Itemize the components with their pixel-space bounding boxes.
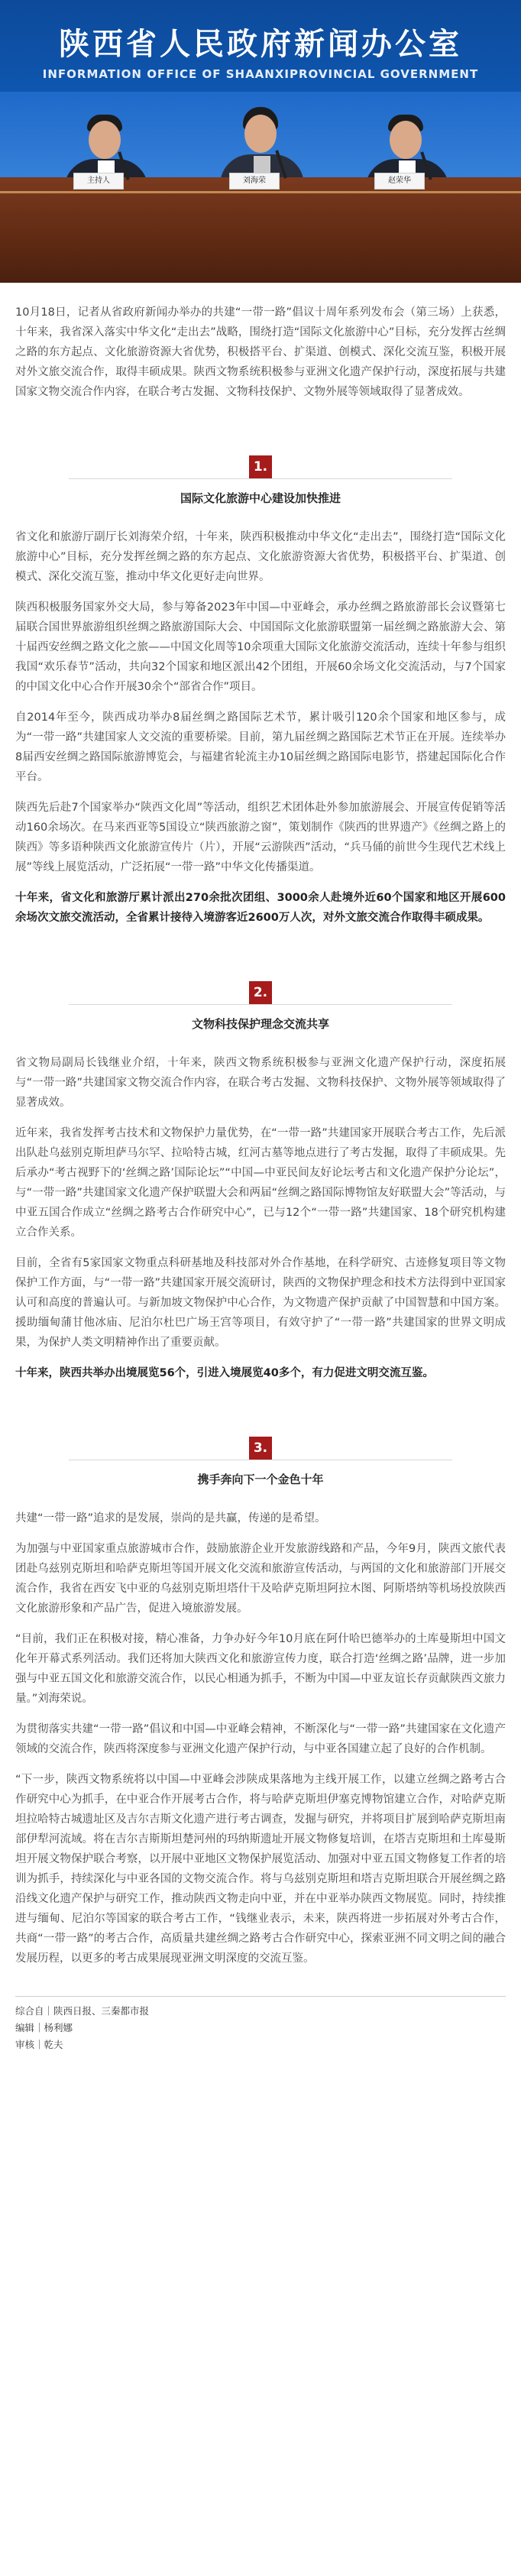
section-3-paragraph: 为贯彻落实共建“一带一路”倡议和中国—中亚峰会精神，不断深化与“一带一路”共建国家在文化遗产领域的交流合作，陕西将深度参与亚洲文化遗产保护行动，与中亚各国建立起了良好的合作机制。 bbox=[15, 1723, 506, 1755]
hero-banner bbox=[0, 0, 521, 283]
section-3-paragraph: 为加强与中亚国家重点旅游城市合作，鼓励旅游企业开发旅游线路和产品，今年9月，陕西文旅代表团赴乌兹别克斯坦和哈萨克斯坦等国开展文化交流和旅游宣传活动，与两国的文化和旅游部门开展交流合作，我省在西安飞中亚的乌兹别克斯坦塔什干及哈萨克斯坦阿拉木图、阿斯塔纳等机场投放陕西文化旅游形象和产品广告，促进入境旅游发展。 bbox=[15, 1543, 506, 1615]
reviewer-line: 审核｜乾夫 bbox=[15, 2039, 63, 2050]
section-heading: 文物科技保护理念交流共享 bbox=[191, 1017, 329, 1031]
banner-subtitle: INFORMATION OFFICE OF SHAANXIPROVINCIAL GOVERNMENT bbox=[42, 67, 479, 81]
section-number-badge: 3. bbox=[249, 1437, 272, 1460]
section-3-paragraph: 共建“一带一路”追求的是发展，崇尚的是共赢，传递的是希望。 bbox=[15, 1512, 326, 1525]
article-footer bbox=[0, 1996, 521, 2053]
nameplate: 赵荣华 bbox=[374, 173, 425, 190]
section-3-header bbox=[15, 1437, 506, 1487]
nameplate: 刘海荣 bbox=[229, 173, 280, 190]
section-heading: 携手奔向下一个金色十年 bbox=[197, 1473, 324, 1486]
section-2-paragraph: 目前，全省有5家国家文物重点科研基地及科技部对外合作基地，在科学研究、古迹修复项目等文物保护工作方面，与“一带一路”共建国家开展交流研讨，陕西的文物保护理念和技术方法得到中亚国家认可和高度的普遍认可。与新加坡文物保护中心合作，为文物遗产保护贡献了中国智慧和中国方案。援助缅甸蒲甘他冰庙、尼泊尔杜巴广场王宫等项目，有效守护了“一带一路”共建国家的世界文明成果，为保护人类文明精神作出了重要贡献。 bbox=[15, 1257, 506, 1349]
section-heading: 国际文化旅游中心建设加快推进 bbox=[180, 491, 341, 505]
section-1-paragraph: 省文化和旅游厅副厅长刘海荣介绍，十年来，陕西积极推动中华文化“走出去”，围绕打造“国际文化旅游中心”目标，充分发挥丝绸之路的东方起点、文化旅游资源大省优势，积极搭平台、扩渠道、创模式、深化交流互鉴，推动中华文化更好走向世界。 bbox=[15, 531, 506, 583]
section-2-highlight: 十年来，陕西共举办出境展览56个，引进入境展览40多个，有力促进文明交流互鉴。 bbox=[15, 1367, 434, 1379]
article-body bbox=[0, 283, 521, 1968]
section-2-paragraph: 省文物局副局长钱继业介绍，十年来，陕西文物系统积极参与亚洲文化遗产保护行动，深度拓展与“一带一路”共建国家文物交流合作内容，在联合考古发掘、文物科技保护、文物外展等领域取得了显著成效。 bbox=[15, 1057, 506, 1109]
section-3-paragraph: “下一步，陕西文物系统将以中国—中亚峰会涉陕成果落地为主线开展工作，以建立丝绸之路考古合作研究中心为抓手，在中亚合作开展考古合作，将与哈萨克斯坦伊塞克博物馆建立合作，对哈萨克斯坦拉哈特古城遗址区及吉尔吉斯文化遗产进行考古调查，发掘与研究，并将项目扩展到哈萨克斯坦南部伊犁河流域。将在吉尔吉斯斯坦楚河州的玛纳斯遗址开展文物修复培训，在塔吉克斯坦和土库曼斯坦开展文物保护联合考察，以开展中亚地区文物保护展览活动、加强对中亚五国文物修复工作者的培训为抓手，持续深化与中亚各国的文物交流合作。将与乌兹别克斯坦和塔吉克斯坦联合开展丝绸之路沿线文化遗产保护与研究工作，推动陕西文物走向中亚，并在中亚举办陕西文物展览。同时，持续推进与缅甸、尼泊尔等国家的联合考古工作，“钱继业表示，未来，陕西将进一步拓展对外考古合作，共商“一带一路”的考古合作，高质量共建丝绸之路考古合作研究中心，探索亚洲不同文明之间的融合发展历程，以更多的考古成果展现亚洲文明深度的交流互鉴。 bbox=[15, 1774, 506, 1965]
section-1-highlight: 十年来，省文化和旅游厅累计派出270余批次团组、3000余人赴境外近60个国家和地区开展600余场次文旅交流活动，全省累计接待入境游客近2600万人次，对外文旅交流合作取得丰硕成果。 bbox=[15, 892, 506, 924]
divider bbox=[15, 1996, 506, 1997]
divider bbox=[69, 478, 452, 479]
intro-paragraph: 10月18日，记者从省政府新闻办举办的共建“一带一路”倡议十周年系列发布会（第三场）上获悉，十年来，我省深入落实中华文化“走出去”战略，围绕打造“国际文化旅游中心”目标，充分发挥古丝绸之路的东方起点、文化旅游资源大省优势，积极搭平台、扩渠道、创模式、深化交流互鉴，积极开展对外文旅交流合作，取得丰硕成果。陕西文物系统积极参与亚洲文化遗产保护行动，深度拓展与共建国家文物交流合作内容，在联合考古发掘、文物科技保护、文物外展等领域取得了显著成效。 bbox=[15, 306, 506, 398]
section-number-badge: 1. bbox=[249, 455, 272, 478]
divider bbox=[69, 1004, 452, 1005]
section-2-header bbox=[15, 981, 506, 1032]
nameplate: 主持人 bbox=[73, 173, 124, 190]
section-1-header bbox=[15, 455, 506, 506]
section-1-paragraph: 陕西积极服务国家外交大局，参与筹备2023年中国—中亚峰会，承办丝绸之路旅游部长会议暨第七届联合国世界旅游组织丝绸之路旅游国际大会、中国国际文化旅游联盟第一届丝绸之路旅游大会、第十届西安丝绸之路文化之旅——中国文化周等10余项重大国际文化旅游交流活动，连续十年参与组织我国“欢乐春节”活动，共向32个国家和地区派出42个团组，开展60余场文化交流活动，与7个国家的中国文化中心合作开展30余个“部省合作”项目。 bbox=[15, 601, 506, 693]
section-2-paragraph: 近年来，我省发挥考古技术和文物保护力量优势，在“一带一路”共建国家开展联合考古工作，先后派出队赴乌兹别克斯坦萨马尔罕、拉哈特古城，红河古墓等地点进行了考古发掘，取得了丰硕成果。先后承办“考古视野下的‘丝绸之路’国际论坛”“中国—中亚民间友好论坛考古和文化遗产保护分论坛”，与“一带一路”共建国家文化遗产保护联盟大会和两届“丝绸之路国际博物馆友好联盟大会”等活动，与中亚五国合作成立“丝绸之路考古合作研究中心”，已与12个“一带一路”共建国家、18个研究机构建立合作关系。 bbox=[15, 1127, 506, 1239]
banner-title: 陕西省人民政府新闻办公室 bbox=[59, 27, 462, 62]
section-1-paragraph: 自2014年至今，陕西成功举办8届丝绸之路国际艺术节，累计吸引120余个国家和地区参与，成为“一带一路”共建国家人文交流的重要桥梁。目前，第九届丝绸之路国际艺术节正在开展。连续举办8届西安丝绸之路国际旅游博览会，与福建省轮流主办10届丝绸之路国际电影节，搭建起国际化合作平台。 bbox=[15, 711, 506, 783]
editor-line: 编辑｜杨利娜 bbox=[15, 2022, 73, 2033]
section-1-paragraph: 陕西先后赴7个国家举办“陕西文化周”等活动，组织艺术团体赴外参加旅游展会、开展宣传促销等活动160余场次。在马来西亚等5国设立“陕西旅游之窗”，策划制作《陕西的世界遗产》《丝绸之路上的陕西》等多语种陕西文化旅游宣传片（片），开展“云游陕西”活动，“兵马俑的前世今生现代艺术线上展”等线上展览活动，广泛拓展“一带一路”中华文化传播渠道。 bbox=[15, 802, 506, 873]
section-3-paragraph: “目前，我们正在积极对接，精心准备，力争办好今年10月底在阿什哈巴德举办的土库曼斯坦中国文化年开幕式系列活动。我们还将加大陕西文化和旅游宣传力度，联合打造‘丝绸之路’品牌，进一步加强与中亚五国文化和旅游交流合作，以民心相通为抓手，不断为中国—中亚友谊长存贡献陕西文旅力量。”刘海荣说。 bbox=[15, 1633, 506, 1705]
section-number-badge: 2. bbox=[249, 981, 272, 1004]
source-line: 综合自｜陕西日报、三秦都市报 bbox=[15, 2005, 150, 2017]
